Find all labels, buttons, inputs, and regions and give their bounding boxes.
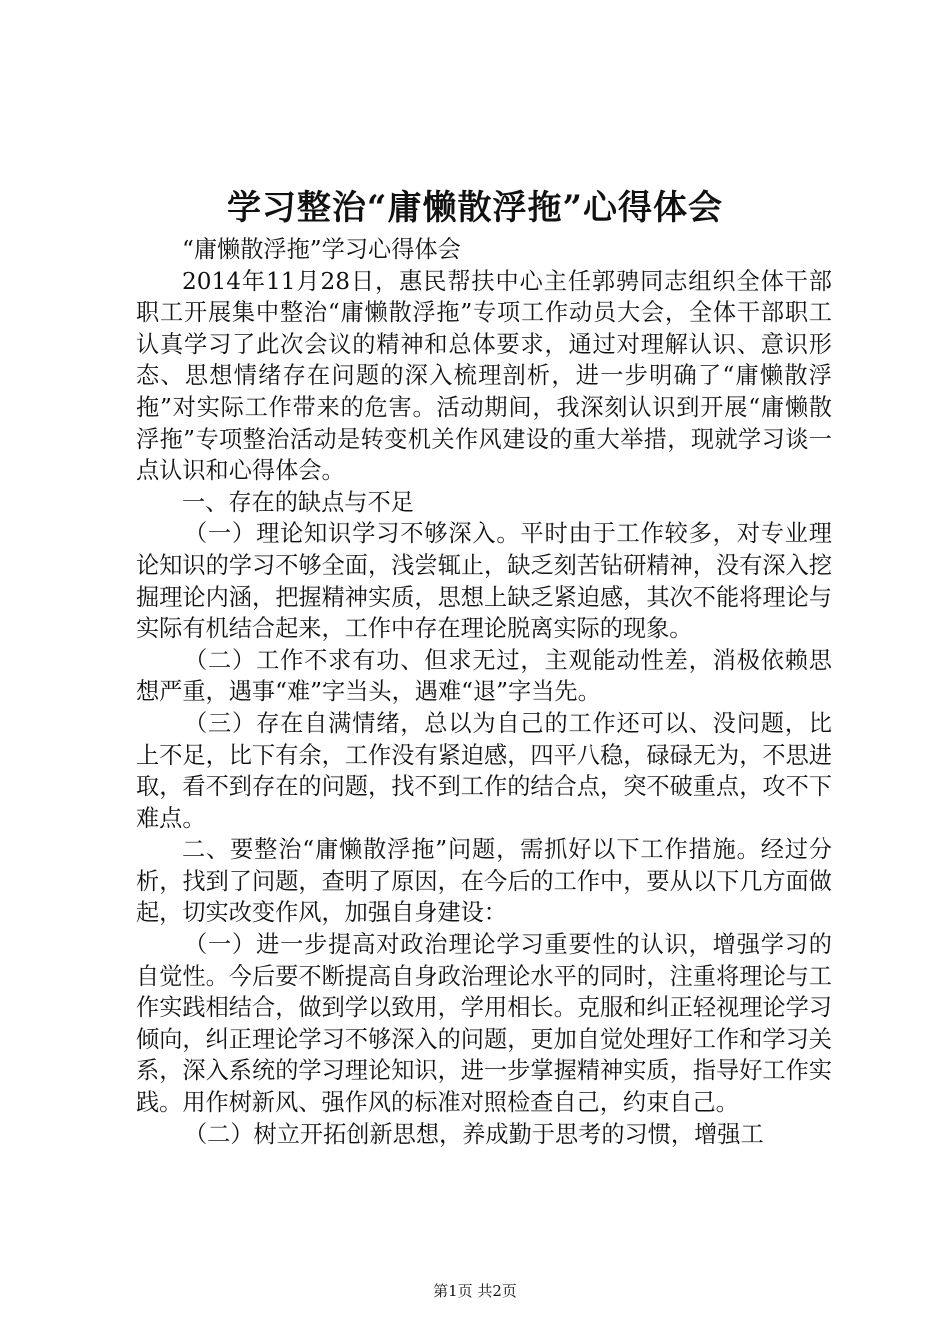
paragraph-measure-2: （二）树立开拓创新思想，养成勤于思考的习惯，增强工 <box>184 1120 764 1148</box>
paragraph-shortcoming-3: （三）存在自满情绪，总以为自己的工作还可以、没问题，比上不足，比下有余，工作没有紧迫感，四平八稳，碌碌无为，不思进取，看不到存在的问题，找不到工作的结合点，突不破重点，攻不下难点。 <box>136 709 832 832</box>
section-heading-measures: 二、要整治“庸懒散浮拖”问题，需抓好以下工作措施。经过分析，找到了问题，查明了原因，在今后的工作中，要从以下几方面做起，切实改变作风，加强自身建设： <box>136 836 832 927</box>
document-title: 学习整治“庸懒散浮拖”心得体会 <box>226 188 724 228</box>
page-footer: 第1页 共2页 <box>433 1282 517 1300</box>
paragraph-subtitle: “庸懒散浮拖”学习心得体会 <box>182 236 461 263</box>
section-heading-shortcomings: 一、存在的缺点与不足 <box>182 488 414 516</box>
paragraph-intro: 2014年11月28日，惠民帮扶中心主任郭骋同志组织全体干部职工开展集中整治“庸懒散浮拖”专项工作动员大会，全体干部职工认真学习了此次会议的精神和总体要求，通过对理解认识、意识形态、思想情绪存在问题的深入梳理剖析，进一步明确了“庸懒散浮拖”对实际工作带来的危害。活动期间，我深刻认识到开展“庸懒散浮拖”专项整治活动是转变机关作风建设的重大举措，现就学习谈一点认识和心得体会。 <box>136 267 832 485</box>
paragraph-measure-1: （一）进一步提高对政治理论学习重要性的认识，增强学习的自觉性。今后要不断提高自身政治理论水平的同时，注重将理论与工作实践相结合，做到学以致用，学用相长。克服和纠正轻视理论学习倾向，纠正理论学习不够深入的问题，更加自觉处理好工作和学习关系，深入系统的学习理论知识，进一步掌握精神实质，指导好工作实践。用作树新风、强作风的标准对照检查自己，约束自己。 <box>136 931 832 1117</box>
document-body <box>136 234 832 1150</box>
paragraph-shortcoming-1: （一）理论知识学习不够深入。平时由于工作较多，对专业理论知识的学习不够全面，浅尝辄止，缺乏刻苦钻研精神，没有深入挖掘理论内涵，把握精神实质，思想上缺乏紧迫感，其次不能将理论与实际有机结合起来，工作中存在理论脱离实际的现象。 <box>136 520 832 643</box>
paragraph-shortcoming-2: （二）工作不求有功、但求无过，主观能动性差，消极依赖思想严重，遇事“难”字当头，遇难“退”字当先。 <box>136 646 832 706</box>
